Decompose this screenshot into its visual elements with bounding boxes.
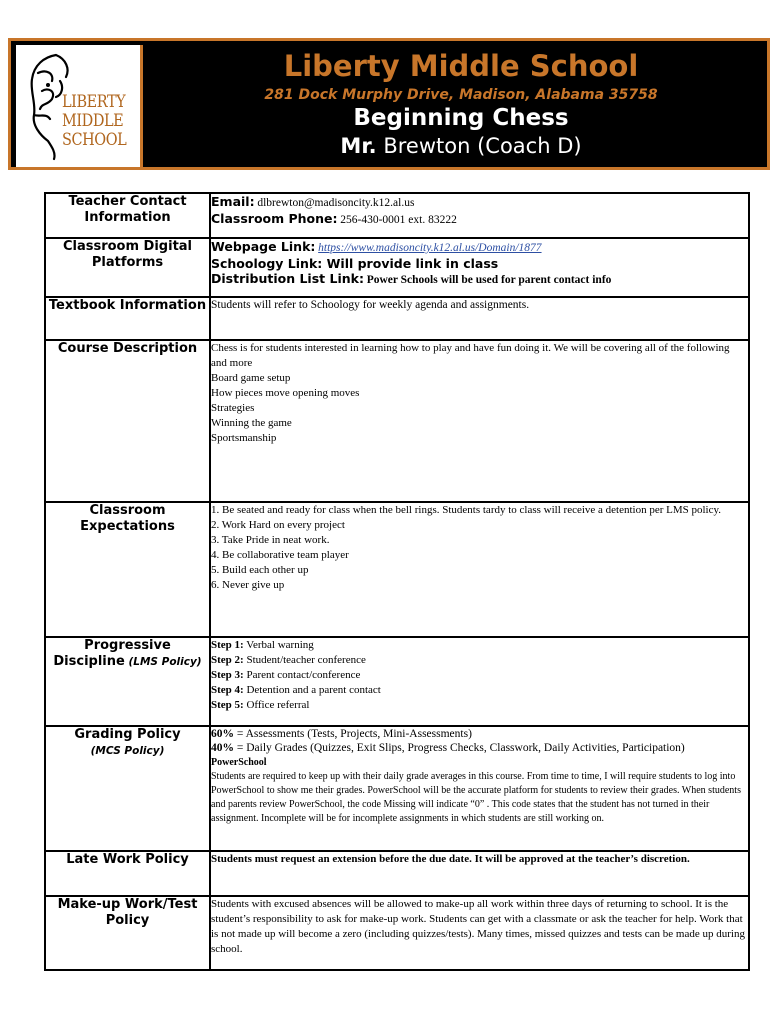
phone-label: Classroom Phone: [211, 211, 338, 226]
school-logo [16, 45, 143, 167]
teacher-name-text: Brewton (Coach D) [376, 134, 582, 158]
list-item: Step 4: Detention and a parent contact [211, 684, 381, 696]
list-item: Step 5: Office referral [211, 699, 310, 711]
makeup-text: Students with excused absences will be allowed to make-up all work within three days of returning to school. It is the student’s responsibility to ask for make-up work. Students can get with a classmate or ask the teacher for help. Work that is not made up will become a zero (including quizzes/tests). Many times, missed quizzes and tests can be made up during school. [211, 898, 745, 955]
list-item: 4. Be collaborative team player [211, 549, 349, 561]
table-row [45, 726, 749, 851]
list-item: Step 1: Verbal warning [211, 639, 314, 651]
distribution-value: Power Schools will be used for parent contact info [366, 274, 612, 286]
list-item: 2. Work Hard on every project [211, 519, 345, 531]
webpage-link[interactable]: https://www.madisoncity.k12.al.us/Domain/1877 [318, 242, 542, 254]
course-line: Winning the game [211, 417, 292, 429]
platforms-cell [210, 238, 749, 297]
course-line: Chess is for students interested in learning how to play and have fun doing it. We will be covering all of the following and more [211, 342, 730, 369]
course-title: Beginning Chess [353, 105, 569, 131]
logo-line: LIBERTY [62, 92, 126, 112]
row-label [45, 726, 210, 851]
powerschool-label: PowerSchool [211, 757, 267, 768]
email-value[interactable]: dlbrewton@madisoncity.k12.al.us [257, 197, 415, 209]
discipline-cell [210, 637, 749, 726]
webpage-label: Webpage Link: [211, 239, 316, 254]
schoology-link-text: Schoology Link: Will provide link in class [211, 256, 499, 271]
phone-value: 256-430-0001 ext. 83222 [340, 214, 457, 226]
course-line: Board game setup [211, 372, 291, 384]
table-row [45, 238, 749, 297]
course-line: Sportsmanship [211, 432, 277, 444]
table-row [45, 637, 749, 726]
row-label: Classroom Expectations [45, 502, 210, 637]
grading-line: 60% = Assessments (Tests, Projects, Mini-Assessments) [211, 728, 472, 740]
list-item: Step 2: Student/teacher conference [211, 654, 366, 666]
table-row [45, 340, 749, 502]
table-row [45, 193, 749, 238]
row-label: Course Description [45, 340, 210, 502]
late-work-text: Students must request an extension before the due date. It will be approved at the teacher’s discretion. [211, 853, 690, 865]
grading-cell [210, 726, 749, 851]
table-row [45, 851, 749, 896]
distribution-label: Distribution List Link: [211, 271, 364, 286]
list-item: 1. Be seated and ready for class when the bell rings. Students tardy to class will receive a detention per LMS policy. [211, 504, 722, 516]
list-item: Step 3: Parent contact/conference [211, 669, 361, 681]
row-label: Classroom Digital Platforms [45, 238, 210, 297]
contact-cell [210, 193, 749, 238]
grading-label: Grading Policy [74, 727, 181, 742]
expectations-cell [210, 502, 749, 637]
table-row [45, 297, 749, 340]
makeup-cell [210, 896, 749, 970]
syllabus-table [44, 192, 750, 971]
header-banner [8, 38, 770, 170]
logo-line: MIDDLE [62, 111, 124, 131]
logo-wordmark [62, 93, 132, 150]
school-name: Liberty Middle School [283, 49, 639, 83]
school-address: 281 Dock Murphy Drive, Madison, Alabama 35758 [264, 87, 658, 103]
discipline-sub-label: (LMS Policy) [124, 656, 202, 668]
course-line: Strategies [211, 402, 255, 414]
list-item: 5. Build each other up [211, 564, 309, 576]
row-label: Teacher Contact Information [45, 193, 210, 238]
email-label: Email: [211, 194, 255, 209]
table-row [45, 896, 749, 970]
list-item: 3. Take Pride in neat work. [211, 534, 330, 546]
row-label: Textbook Information [45, 297, 210, 340]
grading-sub: (MCS Policy) [90, 745, 165, 757]
teacher-prefix: Mr. [340, 134, 377, 158]
course-description-cell [210, 340, 749, 502]
table-row [45, 502, 749, 637]
late-work-cell [210, 851, 749, 896]
discipline-label: Progressive Discipline (LMS Policy) [53, 638, 202, 669]
row-label [45, 637, 210, 726]
course-line: How pieces move opening moves [211, 387, 360, 399]
teacher-name [151, 134, 770, 158]
textbook-cell [210, 297, 749, 340]
textbook-text: Students will refer to Schoology for weekly agenda and assignments. [211, 299, 530, 311]
row-label: Make-up Work/Test Policy [45, 896, 210, 970]
powerschool-text: Students are required to keep up with their daily grade averages in this course. From time to time, I will require students to log into PowerSchool to show me their grades. PowerSchool will be the accurate platform for students to review their grades. When students and parents review PowerSchool, the code Missing will indicate “0” . This code states that the student has not turned in their assignment. Incomplete will be for incomplete assignments in which students are still working on. [211, 771, 741, 824]
logo-line: SCHOOL [62, 130, 127, 150]
list-item: 6. Never give up [211, 579, 285, 591]
grading-line: 40% = Daily Grades (Quizzes, Exit Slips, Progress Checks, Classwork, Daily Activities, Participation) [211, 742, 685, 754]
row-label: Late Work Policy [45, 851, 210, 896]
